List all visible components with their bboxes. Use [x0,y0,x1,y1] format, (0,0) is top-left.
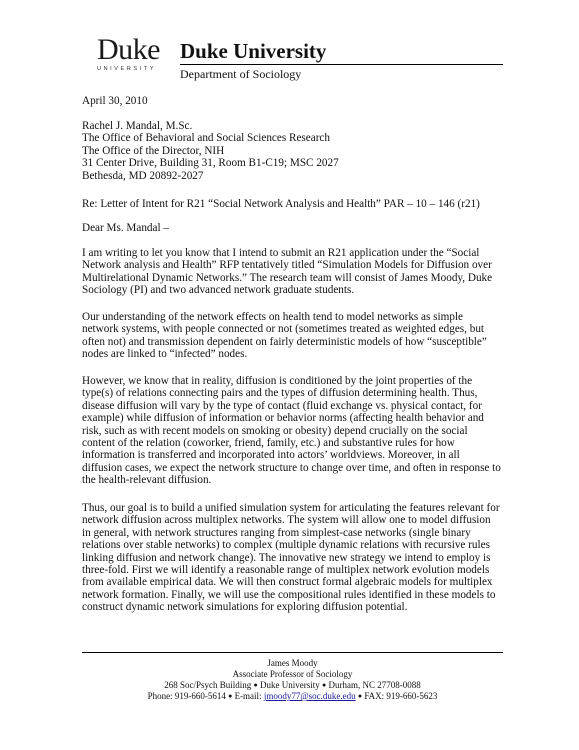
logo-wordmark: Duke [97,33,160,66]
bullet-icon: ● [322,681,327,689]
letter-date: April 30, 2010 [82,95,148,107]
letterhead-rule [180,64,503,65]
footer-rule [82,652,503,653]
footer-phone: Phone: 919-660-5614 [147,691,226,701]
bullet-icon: ● [228,692,233,700]
footer-city: Durham, NC 27708-0088 [328,680,421,690]
paragraph-text: However, we know that in reality, diffusion is conditioned by the joint properties of the type(s) of relations connecting pairs and the types of diffusion determining health. Thus, disease diffusion will vary by the type of contact (fluid exchange vs. physical contact, for example) while diffusion of information or behavior norms (affecting health behavior and risk, such as with recent models on smoking or obesity) depend crucially on the social content of the relation (coworker, friend, family, etc.) and substantive rules for how information is transferred and incorporated into actors’ worldviews. Moreover, in all diffusion cases, we expect the network structure to change over time, and often in response to the health-relevant diffusion. [82,375,501,487]
body-paragraph [82,502,502,614]
body-paragraph [82,311,502,361]
duke-logo [97,35,175,72]
footer-university: Duke University [260,680,320,690]
address-line: The Office of Behavioral and Social Sciences Research [82,132,330,145]
paragraph-text: Thus, our goal is to build a unified simulation system for articulating the features relevant for network diffusion across multiplex networks. The system will allow one to model diffusion in general, with network structures ranging from simplest-case networks (single binary relations over stable networks) to complex (multiple dynamic relations with recursive rules linking diffusion and network change). The innovative new strategy we intend to employ is three-fold. First we will identify a reasonable range of multiplex network evolution models from available empirical data. We will then construct formal algebraic models for multiplex network formation. Finally, we will use the compositional rules identified in these models to construct dynamic network simulations for exploring diffusion potential. [82,502,500,614]
body-paragraph [82,247,502,297]
salutation: Dear Ms. Mandal – [82,222,169,234]
logo-subtitle: UNIVERSITY [97,66,157,72]
recipient-address [82,120,502,182]
department-name: Department of Sociology [180,67,302,81]
footer-email-label: E-mail: [234,691,262,701]
footer-title: Associate Professor of Sociology [232,669,353,679]
footer-name: James Moody [267,658,318,668]
footer-contact [82,691,503,702]
footer-building: 268 Soc/Psych Building [164,680,252,690]
footer-fax: FAX: 919-660-5623 [364,691,438,701]
footer [82,658,503,702]
university-name: Duke University [180,39,327,63]
bullet-icon: ● [253,681,258,689]
address-line: Rachel J. Mandal, M.Sc. [82,120,193,132]
footer-email-link[interactable]: jmoody77@soc.duke.edu [263,691,356,701]
body-paragraph [82,375,502,487]
bullet-icon: ● [357,692,363,700]
address-line: The Office of the Director, NIH [82,144,225,157]
paragraph-text: I am writing to let you know that I intend to submit an R21 application under the “Social Network analysis and Health” RFP tentatively titled “Simulation Models for Diffusion over Multirelational Dynamic Networks.” The research team will consist of James Moody, Duke Sociology (PI) and two advanced network graduate students. [82,247,493,297]
subject-line: Re: Letter of Intent for R21 “Social Network Analysis and Health” PAR – 10 – 146 (r21) [82,198,480,210]
footer-address [82,680,503,691]
paragraph-text: Our understanding of the network effects on health tend to model networks as simple network systems, with people connected or not (sometimes treated as weighted edges, but often not) and transmission dependent on fairly deterministic models of how “susceptible” nodes are linked to “infected” nodes. [82,311,487,361]
address-line: 31 Center Drive, Building 31, Room B1-C19; MSC 2027 [82,157,339,170]
address-line: Bethesda, MD 20892-2027 [82,169,204,182]
